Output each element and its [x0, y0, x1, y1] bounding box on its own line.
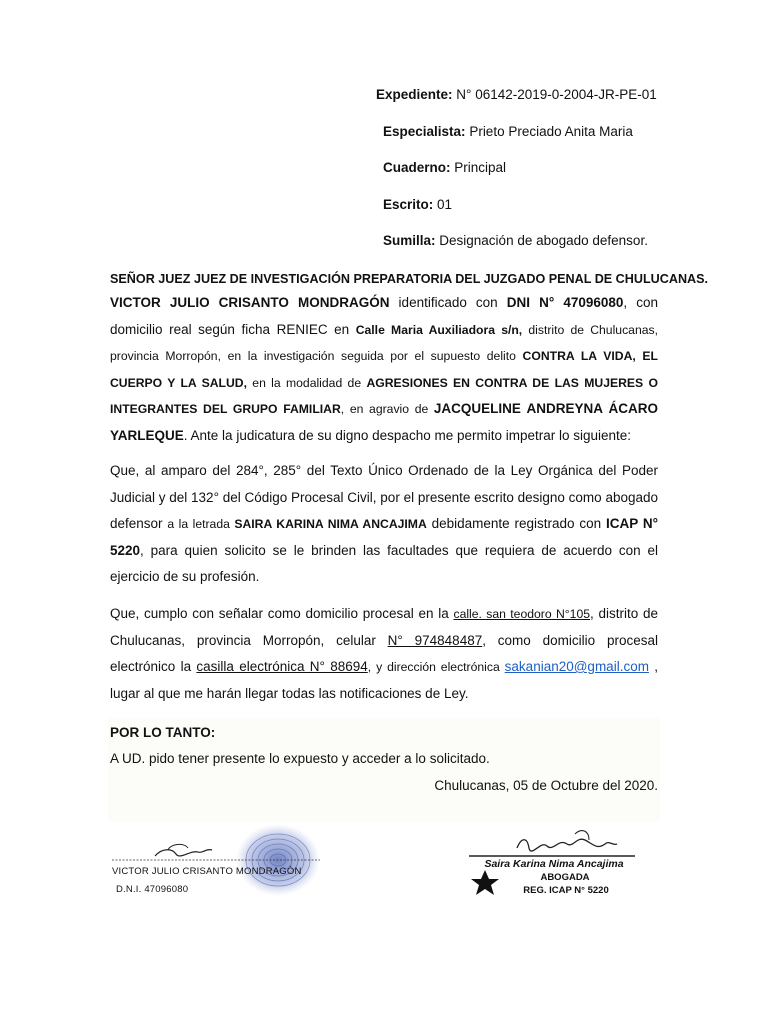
petitioner-dni: DNI N° 47096080	[506, 295, 624, 310]
p2-text-3: debidamente registrado con	[426, 516, 606, 531]
electronic-box: casilla electrónica N° 88694	[196, 659, 368, 674]
sumilla-value: Designación de abogado defensor.	[439, 233, 648, 248]
place-date	[434, 777, 658, 795]
cuaderno-line	[383, 159, 506, 177]
client-signature-name: VICTOR JULIO CRISANTO MONDRAGÓN	[112, 866, 302, 877]
p1-text-1: identificado con	[389, 295, 507, 310]
escrito-value: 01	[437, 197, 453, 212]
domicile-paragraph	[110, 601, 658, 707]
p3-text-1: Que, cumplo con señalar como domicilio procesal en la	[110, 606, 454, 621]
p3-text-4: , y dirección electrónica	[367, 660, 505, 674]
crime-description: CONTRA LA VIDA, EL CUERPO Y LA SALUD,	[110, 349, 658, 390]
petitioner-name: VICTOR JULIO CRISANTO MONDRAGÓN	[110, 295, 390, 310]
especialista-line	[383, 123, 633, 141]
cuaderno-label: Cuaderno:	[383, 160, 451, 175]
cuaderno-value: Principal	[454, 160, 507, 175]
designation-paragraph	[110, 458, 658, 591]
p1-text-4: en la modalidad de	[246, 375, 367, 390]
lawyer-stamp-reg: REG. ICAP N° 5220	[523, 885, 609, 896]
closing-request	[110, 750, 490, 768]
place-date-text: Chulucanas, 05 de Octubre del 2020.	[434, 778, 658, 793]
client-signature-dni: D.N.I. 47096080	[116, 884, 189, 895]
escrito-label: Escrito:	[383, 197, 434, 212]
lawyer-signature-block	[455, 826, 655, 906]
sumilla-label: Sumilla:	[383, 233, 436, 248]
expediente-value: N° 06142-2019-0-2004-JR-PE-01	[456, 87, 657, 102]
expediente-label: Expediente:	[376, 87, 453, 102]
p1-text-3: distrito de Chulucanas, provincia Morropón, en la investigación seguida por el supuesto delito	[110, 322, 658, 363]
especialista-value: Prieto Preciado Anita Maria	[469, 124, 633, 139]
escrito-line	[383, 196, 452, 214]
p2-text-4: , para quien solicito se le brinden las facultades que requiera de acuerdo con el ejercicio de su profesión.	[110, 542, 658, 584]
lawyer-stamp-title: ABOGADA	[540, 872, 590, 883]
lawyer-stamp-name: Saira Karina Nima Ancajima	[484, 858, 624, 870]
addressee	[110, 270, 708, 288]
closing-heading	[110, 724, 215, 742]
p3-text-2: , distrito de Chulucanas, provincia Morropón, celular	[110, 606, 659, 648]
p2-text-1: Que, al amparo del 284°, 285° del Texto Único Ordenado de la Ley Orgánica del Poder Judicial y del 132° del Código Procesal Civil, por el presente escrito designo como abogado defensor	[110, 463, 658, 531]
lawyer-icap: ICAP N° 5220	[110, 516, 658, 558]
p1-text-2: , con domicilio real según ficha RENIEC en	[110, 295, 658, 337]
sumilla-line	[383, 232, 648, 250]
email-link[interactable]: sakanian20@gmail.com	[504, 659, 649, 674]
procedural-address: calle. san teodoro N°105	[453, 607, 591, 621]
client-signature-block	[110, 818, 332, 908]
especialista-label: Especialista:	[383, 124, 466, 139]
phone-number: N° 974848487	[387, 632, 483, 648]
lawyer-name: SAIRA KARINA NIMA ANCAJIMA	[234, 517, 427, 531]
expediente-line	[376, 86, 657, 104]
p3-text-5: , lugar al que me harán llegar todas las notificaciones de Ley.	[110, 659, 658, 701]
crime-modality: AGRESIONES EN CONTRA DE LAS MUJERES O INTEGRANTES DEL GRUPO FAMILIAR	[110, 375, 658, 416]
closing-heading-text: POR LO TANTO:	[110, 725, 216, 740]
p3-text-3: , como domicilio procesal electrónico la	[110, 632, 658, 674]
closing-request-text: A UD. pido tener presente lo expuesto y acceder a lo solicitado.	[110, 751, 490, 766]
p2-text-2: a la letrada	[167, 517, 235, 531]
addressee-text: SEÑOR JUEZ JUEZ DE INVESTIGACIÓN PREPARATORIA DEL JUZGADO PENAL DE CHULUCANAS.	[110, 272, 709, 286]
p1-text-6: . Ante la judicatura de su digno despacho me permito impetrar lo siguiente:	[183, 427, 632, 443]
intro-paragraph	[110, 290, 658, 449]
p1-text-5: , en agravio de	[340, 402, 434, 416]
victim-name: JACQUELINE ANDREYNA ÁCARO YARLEQUE	[110, 401, 659, 443]
petitioner-address: Calle Maria Auxiliadora s/n,	[355, 322, 523, 337]
